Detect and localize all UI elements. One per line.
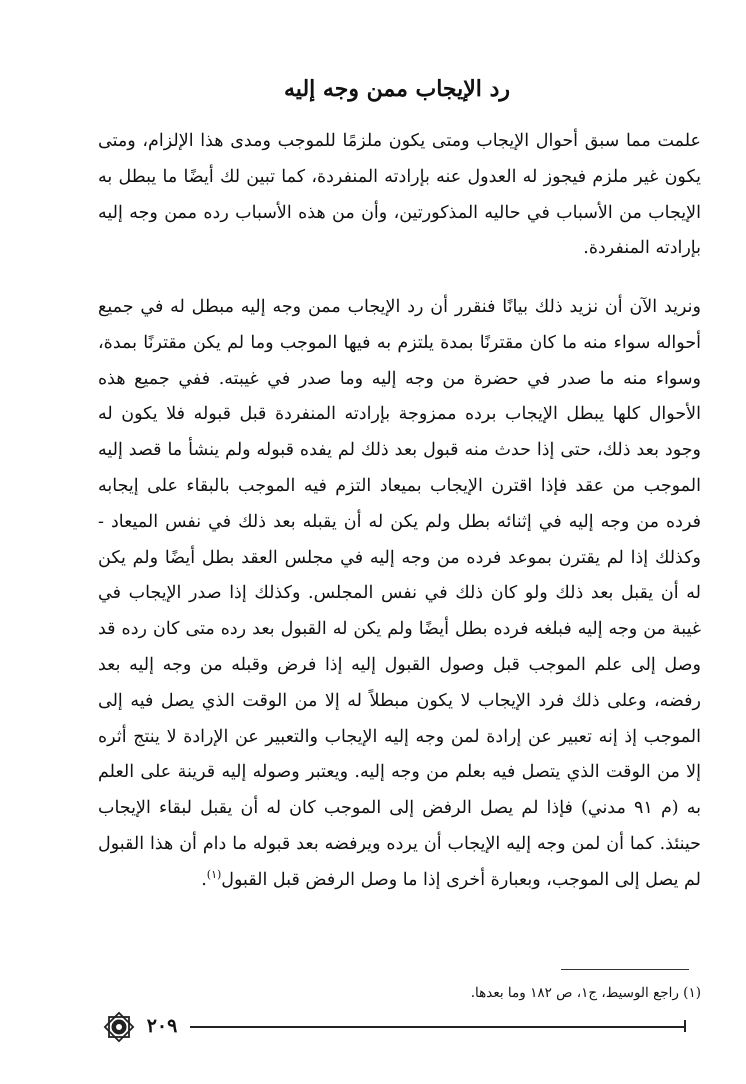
footnote-marker: (١) (206, 867, 222, 881)
footer-rule (190, 1026, 686, 1028)
page-number: ٢٠٩ (146, 1015, 178, 1037)
paragraph-2 (98, 290, 701, 899)
star-ornament-icon (101, 1009, 137, 1045)
footer-rule-tick (684, 1020, 686, 1032)
paragraph-2-text: ونريد الآن أن نزيد ذلك بيانًا فنقرر أن رد الإيجاب ممن وجه إليه مبطل له في جميع أحواله سواء منه ما كان مقترنًا بمدة يلتزم به فيها الموجب وما لم يكن مقترنًا بمدة، وسواء منه ما صدر في حضرة من وجه إليه وما صدر في غيبته. ففي جميع هذه الأحوال كلها يبطل الإيجاب برده ممزوجة بإرادته المنفردة قبل قبوله فلا يكون له وجود بعد ذلك، حتى إذا حدث منه قبول بعد ذلك لم يفده قبوله ولم ينشأ ما قصد إليه الموجب من عقد فإذا اقترن الإيجاب بميعاد التزم فيه الموجب بالبقاء على إيجابه فرده من وجه إليه في إثنائه بطل ولم يكن له أن يقبله بعد ذلك في نفس الميعاد - وكذلك إذا لم يقترن بموعد فرده من وجه إليه في مجلس العقد بطل أيضًا ولم يكن له أن يقبل بعد ذلك ولو كان ذلك في نفس المجلس. وكذلك إذا صدر الإيجاب في غيبة من وجه إليه فبلغه فرده بطل أيضًا ولم يكن له القبول بعد رده متى كان رده قد وصل إلى علم الموجب قبل وصول القبول إليه إذا فرض وقبله من وجه إليه بعد رفضه، وعلى ذلك فرد الإيجاب لا يكون مبطلاً له إلا من الوقت الذي يصل فيه إلى الموجب إذ إنه تعبير عن إرادة لمن وجه إليه الإيجاب والتعبير عن الإرادة لا ينتج أثره إلا من الوقت الذي يتصل فيه بعلم من وجه إليه. ويعتبر وصوله إليه قرينة على العلم به (م ٩١ مدني) فإذا لم يصل الرفض إلى الموجب كان له أن يقبل لبقاء الإيجاب حينئذ. كما أن لمن وجه إليه الإيجاب أن يرده ويرفضه بعد قبوله ما دام أن هذا القبول لم يصل إلى الموجب، وبعبارة أخرى إذا ما وصل الرفض قبل القبول (98, 297, 702, 890)
paragraph-1: علمت مما سبق أحوال الإيجاب ومتى يكون ملزمًا للموجب ومدى هذا الإلزام، ومتى يكون غير ملزم فيجوز له العدول عنه بإرادته المنفردة، كما تبين لك أيضًا ما يبطل به الإيجاب من الأسباب في حاليه المذكورتين، وأن من هذه الأسباب رده ممن وجه إليه بإرادته المنفردة. (98, 131, 701, 259)
footnote-separator (561, 969, 689, 970)
paragraph-2-end: . (201, 869, 207, 890)
footnote: (١) راجع الوسيط، ج١، ص ١٨٢ وما بعدها. (470, 985, 701, 1001)
section-title: رد الإيجاب ممن وجه إليه (284, 76, 510, 102)
